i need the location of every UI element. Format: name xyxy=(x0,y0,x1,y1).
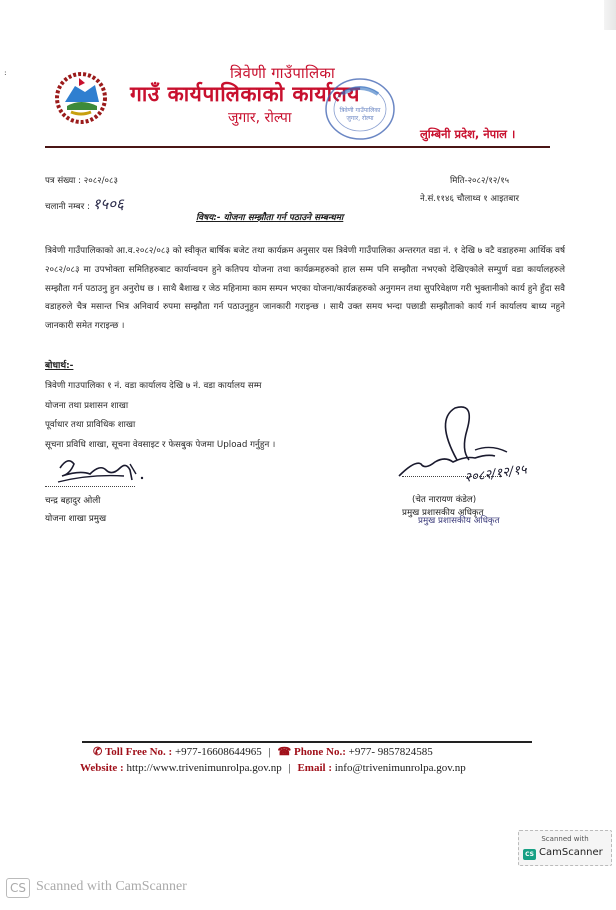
phone-number: +977- 9857824585 xyxy=(348,746,433,758)
signature-line-right xyxy=(402,476,502,477)
signature-line-left xyxy=(45,486,135,487)
date-nepal-sambat: ने.सं.११४६ चौलाथ्व १ आइतबार xyxy=(420,194,519,204)
cc-item: त्रिवेणी गाउपालिका १ नं. वडा कार्यालय देखि ७ नं. वडा कार्यालय सम्म xyxy=(45,381,262,391)
signature-left-icon xyxy=(40,450,170,500)
email-link[interactable]: info@trivenimunrolpa.gov.np xyxy=(334,762,466,774)
date-bs: मिति-२०८२/१२/१५ xyxy=(450,176,510,186)
cc-item: सूचना प्रविधि शाखा, सूचना वेवसाइट र फेसबुक पेजमा Upload गर्नुहुन । xyxy=(45,439,276,450)
website-label: Website : xyxy=(80,762,124,774)
phone-label: Phone No.: xyxy=(293,746,346,758)
office-name: गाउँ कार्यपालिकाको कार्यालय xyxy=(130,82,360,106)
phone-icon: ☎ xyxy=(277,746,292,758)
letter-subject: विषय:- योजना सम्झौता गर्न पठाउने सम्बन्धमा xyxy=(196,213,344,223)
footer-divider xyxy=(82,741,532,743)
cc-list xyxy=(45,377,275,455)
margin-mark: : xyxy=(4,68,7,77)
camscanner-badge-caption: Scanned with xyxy=(541,835,589,843)
signatory-left-title: योजना शाखा प्रमुख xyxy=(45,514,107,524)
reference-label: पत्र संख्या : xyxy=(45,176,82,186)
dispatch-label: चलानी नम्बर : xyxy=(45,202,90,212)
signature-right-icon xyxy=(395,400,565,500)
nepal-emblem-icon xyxy=(55,72,107,124)
signatory-right-title: प्रमुख प्रशासकीय अधिकृत xyxy=(402,508,484,518)
toll-free-number: +977-16608644965 xyxy=(174,746,262,758)
office-location: जुगार, रोल्पा xyxy=(228,110,292,126)
signatory-left-name: चन्द्र बहादुर ओली xyxy=(45,496,101,506)
province-name: लुम्बिनी प्रदेश, नेपाल । xyxy=(420,127,516,141)
camscanner-logo-icon: CS xyxy=(523,849,536,860)
camscanner-watermark-text: Scanned with CamScanner xyxy=(36,879,187,894)
signatory-right-name: (चेत नारायण कंडेल) xyxy=(412,495,477,505)
reference-value: २०८२/०८३ xyxy=(83,176,118,186)
page-edge-shadow xyxy=(604,0,616,30)
footer-separator: | xyxy=(268,746,271,758)
dispatch-value: १५०६ xyxy=(92,195,124,213)
municipality-name: त्रिवेणी गाउँपालिका xyxy=(230,64,336,82)
toll-free-icon: ✆ xyxy=(93,746,103,758)
camscanner-brand: CamScanner xyxy=(539,847,603,858)
signatory-right-stamp: प्रमुख प्रशासकीय अधिकृत xyxy=(418,516,500,526)
letter-body: त्रिवेणी गाउँपालिकाको आ.व.२०८२/०८३ को स्वीकृत बार्षिक बजेट तथा कार्यक्रम अनुसार यस त्रिवेणी गाउँपालिका अन्तरगत वडा नं. १ देखि ७ वटै वडाहरुमा आर्थिक वर्ष २०८२/०८३ मा उपभोक्ता समितिहरुबाट कार्यान्वयन हुने कतिपय योजना तथा कार्यक्रमहरुको हाल सम्म पनि सम्झौता नभएको देखिएकोले सम्पुर्ण वडा कार्यालहरुले सम्झौता गर्न पठाउनु हुन अनुरोध छ । साथै बैशाख र जेठ महिनामा काम सम्पन भएका योजना/कार्यक्रहरुको अनुगमन तथा सुपरिवेक्षण गरी भुक्तानीको कार्य हुने हुँदा सवै वडाहरुले चैत्र मसान्त भित्र अनिवार्य रुपमा सम्झौता गर्न पठाउनुहुन जानकारी गराइन्छ । साथै उक्त समय भन्दा पछाडी सम्झौताको कार्य गर्न कार्यालय बाध्य नहुने जानकारी समेत गराइन्छ । xyxy=(45,246,565,332)
office-stamp-icon xyxy=(320,74,400,144)
email-label: Email : xyxy=(297,762,332,774)
cc-item: पूर्वाधार तथा प्राविधिक शाखा xyxy=(45,420,136,431)
cc-item: योजना तथा प्रशासन शाखा xyxy=(45,400,129,411)
reference-number xyxy=(45,174,118,186)
toll-free-label: Toll Free No. : xyxy=(104,746,173,758)
camscanner-badge xyxy=(518,830,612,866)
cc-title: बोधार्थ:- xyxy=(45,361,74,371)
footer-contact-line xyxy=(93,745,433,758)
camscanner-watermark-icon: CS xyxy=(6,878,30,898)
svg-text:२०८२/१२/१५: २०८२/१२/१५ xyxy=(463,462,528,486)
footer-web-line xyxy=(80,762,466,774)
website-link[interactable]: http://www.trivenimunrolpa.gov.np xyxy=(126,762,282,774)
footer-separator: | xyxy=(288,762,291,774)
svg-text:जुगार, रोल्पा: जुगार, रोल्पा xyxy=(346,115,374,122)
dispatch-number xyxy=(45,194,124,214)
letterhead-divider xyxy=(45,146,550,148)
svg-text:त्रिवेणी गाउँपालिका: त्रिवेणी गाउँपालिका xyxy=(339,107,381,114)
